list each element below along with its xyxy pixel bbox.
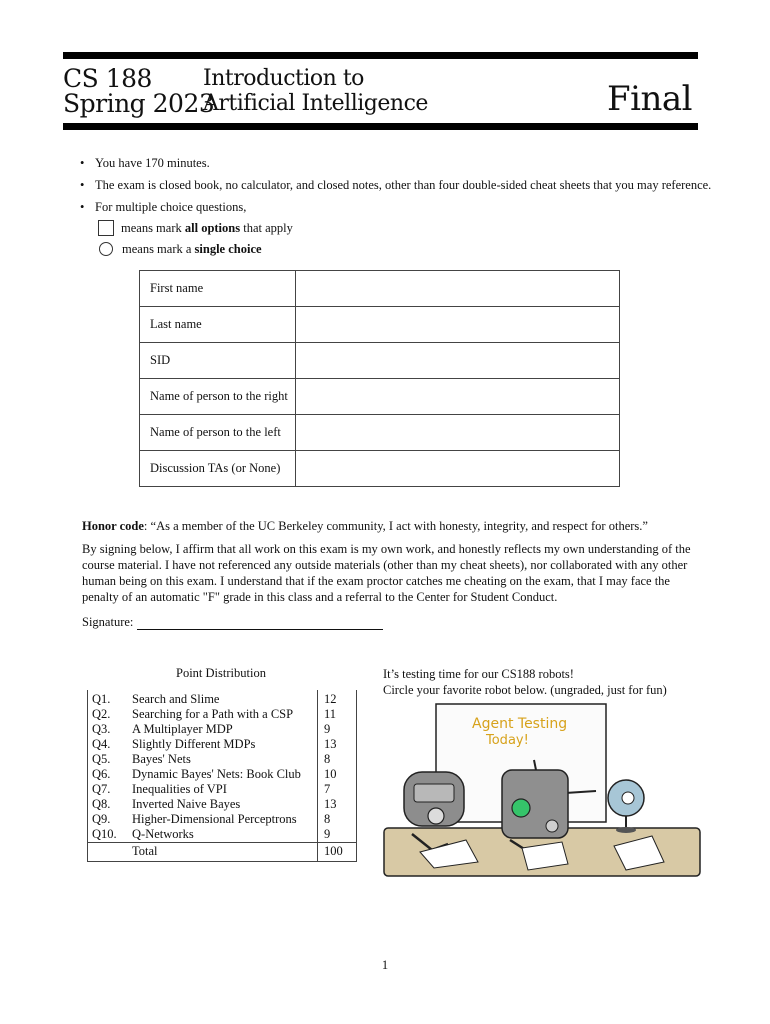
table-row xyxy=(140,379,620,415)
left-robot-eye xyxy=(428,808,444,824)
right-robot-eye xyxy=(622,792,634,804)
table-row xyxy=(88,722,357,737)
discussion-tas-field[interactable] xyxy=(296,451,620,487)
question-title: Higher-Dimensional Perceptrons xyxy=(132,812,297,826)
identification-table xyxy=(139,270,620,487)
header-top-rule xyxy=(63,52,698,59)
question-points: 8 xyxy=(318,752,357,767)
question-points: 8 xyxy=(318,812,357,827)
total-label: Total xyxy=(128,843,318,862)
checkbox-icon xyxy=(98,220,114,236)
signature-line[interactable] xyxy=(137,616,383,630)
course-code: CS 188 xyxy=(63,64,152,93)
question-title: Inequalities of VPI xyxy=(132,782,227,796)
table-row xyxy=(140,271,620,307)
total-points: 100 xyxy=(318,843,357,862)
whiteboard-text-1: Agent Testing xyxy=(472,716,568,732)
question-title: A Multiplayer MDP xyxy=(132,722,233,736)
question-points: 10 xyxy=(318,767,357,782)
exam-type: Final xyxy=(606,79,692,119)
question-points: 9 xyxy=(318,827,357,843)
question-number: Q8. xyxy=(88,797,129,812)
question-points: 7 xyxy=(318,782,357,797)
first-name-label: First name xyxy=(140,271,296,307)
table-row xyxy=(88,827,357,843)
question-points: 13 xyxy=(318,737,357,752)
person-left-label: Name of person to the left xyxy=(140,415,296,451)
honor-code-label: Honor code xyxy=(82,519,144,533)
checkbox-legend xyxy=(98,220,293,236)
table-row xyxy=(140,343,620,379)
table-row xyxy=(140,451,620,487)
middle-robot-light xyxy=(546,820,558,832)
sid-field[interactable] xyxy=(296,343,620,379)
question-points: 12 xyxy=(318,690,357,707)
discussion-tas-label: Discussion TAs (or None) xyxy=(140,451,296,487)
honor-code xyxy=(82,518,692,534)
question-title: Dynamic Bayes' Nets: Book Club xyxy=(132,767,301,781)
page-number: 1 xyxy=(381,958,389,972)
question-number: Q10. xyxy=(88,827,129,843)
question-number: Q1. xyxy=(88,690,129,707)
question-points: 11 xyxy=(318,707,357,722)
table-row xyxy=(88,737,357,752)
table-row xyxy=(88,752,357,767)
title-line-2: Artificial Intelligence xyxy=(203,91,428,116)
point-distribution-title: Point Distribution xyxy=(176,666,266,680)
instructions-list xyxy=(80,154,720,220)
right-robot-base xyxy=(616,827,636,833)
person-left-field[interactable] xyxy=(296,415,620,451)
person-right-label: Name of person to the right xyxy=(140,379,296,415)
table-row xyxy=(88,690,357,707)
radio-icon xyxy=(99,242,113,256)
question-title: Slightly Different MDPs xyxy=(132,737,256,751)
question-points: 13 xyxy=(318,797,357,812)
person-right-field[interactable] xyxy=(296,379,620,415)
question-number: Q7. xyxy=(88,782,129,797)
signature-block xyxy=(82,615,383,630)
table-row xyxy=(88,782,357,797)
instruction-item: • You have 170 minutes. xyxy=(80,154,720,176)
header-bottom-rule xyxy=(63,123,698,130)
table-row xyxy=(88,812,357,827)
course-title xyxy=(203,66,428,116)
term: Spring 2023 xyxy=(63,89,215,118)
instruction-item: • For multiple choice questions, xyxy=(80,198,720,220)
question-number: Q4. xyxy=(88,737,129,752)
checkbox-legend-text: means mark all options that apply xyxy=(121,221,293,235)
question-title: Search and Slime xyxy=(132,692,220,706)
signature-label: Signature: xyxy=(82,615,134,629)
question-title: Inverted Naive Bayes xyxy=(132,797,241,811)
question-number: Q6. xyxy=(88,767,129,782)
question-title: Q-Networks xyxy=(132,827,194,841)
question-number: Q5. xyxy=(88,752,129,767)
instruction-item: • The exam is closed book, no calculator, and closed notes, other than four double-sided cheat sheets that you may reference. xyxy=(80,176,720,198)
title-line-1: Introduction to xyxy=(203,66,364,91)
left-robot-grill xyxy=(414,784,454,802)
question-title: Bayes' Nets xyxy=(132,752,191,766)
table-row xyxy=(140,415,620,451)
first-name-field[interactable] xyxy=(296,271,620,307)
table-row xyxy=(88,707,357,722)
middle-robot-eye xyxy=(512,799,530,817)
table-row xyxy=(140,307,620,343)
robot-prompt-line-1: It’s testing time for our CS188 robots! xyxy=(383,667,574,681)
question-number: Q2. xyxy=(88,707,129,722)
sid-label: SID xyxy=(140,343,296,379)
course-term xyxy=(63,66,214,116)
point-distribution-table xyxy=(87,690,357,862)
last-name-field[interactable] xyxy=(296,307,620,343)
table-row xyxy=(88,797,357,812)
honor-code-text: : “As a member of the UC Berkeley community, I act with honesty, integrity, and respect for others.” xyxy=(143,519,648,533)
affirmation-text: By signing below, I affirm that all work on this exam is my own work, and honestly reflects my own understanding of the course material. I have not referenced any outside materials (other than my cheat sheets), nor collaborated with any other human being on this exam. I understand that if the exam proctor catches me cheating on the exam, that I may face the penalty of an automatic "F" grade in this class and a referral to the Center for Student Conduct. xyxy=(82,542,691,604)
last-name-label: Last name xyxy=(140,307,296,343)
total-row xyxy=(88,843,357,862)
table-row xyxy=(88,767,357,782)
robot-prompt-line-2: Circle your favorite robot below. (ungraded, just for fun) xyxy=(383,683,667,697)
radio-legend xyxy=(98,241,262,257)
robots-illustration[interactable] xyxy=(382,700,702,880)
question-number: Q9. xyxy=(88,812,129,827)
whiteboard-text-2: Today! xyxy=(486,733,529,748)
question-points: 9 xyxy=(318,722,357,737)
question-number: Q3. xyxy=(88,722,129,737)
question-title: Searching for a Path with a CSP xyxy=(132,707,294,721)
robot-prompt xyxy=(383,666,667,698)
radio-legend-text: means mark a single choice xyxy=(122,242,262,256)
